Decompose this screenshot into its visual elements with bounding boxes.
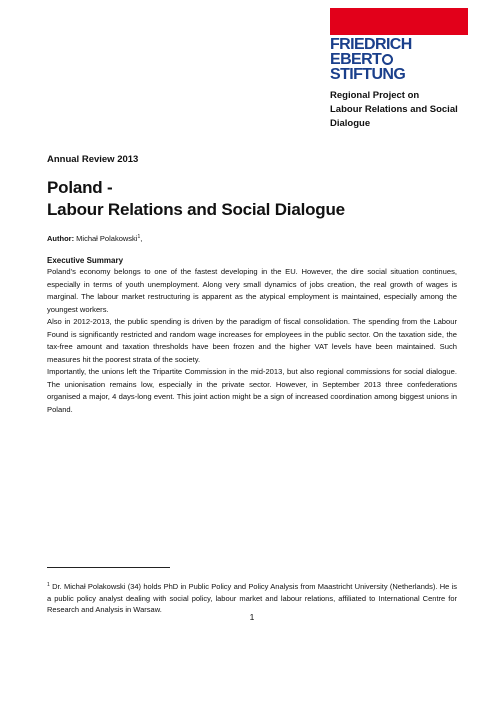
project-title — [330, 89, 495, 131]
executive-summary-body — [47, 266, 457, 416]
logo-line-2 — [330, 52, 470, 67]
footnote-text: Dr. Michał Polakowski (34) holds PhD in Public Policy and Policy Analysis from Maastricht University (Netherlands). He is a public policy analyst dealing with social policy, labour market and labour relations, affiliated to International Centre for Research and Analysis in Warsaw. — [47, 582, 457, 614]
executive-summary-heading: Executive Summary — [47, 256, 124, 265]
page-number: 1 — [249, 612, 255, 622]
author-footnote-mark: 1 — [137, 234, 141, 240]
logo-line-1: FRIEDRICH — [330, 36, 412, 53]
title-line-1: Poland - — [47, 178, 113, 197]
fes-logo-red-bar — [330, 8, 468, 35]
project-line-2: Labour Relations and Social — [330, 104, 458, 115]
document-title — [47, 177, 467, 221]
author-suffix: , — [140, 234, 143, 243]
author-label: Author: — [47, 234, 75, 243]
annual-review-label: Annual Review 2013 — [47, 154, 139, 165]
summary-paragraph-3: Importantly, the unions left the Tripartite Commission in the mid-2013, but also regional commissions for social dialogue. The unionisation remains low, especially in the private sector. However, in September 2013 three confederations organised a major, 4 days-long event. This joint action might be a sign of increased coordination among biggest unions in Poland. — [47, 367, 457, 414]
fes-logo — [330, 37, 470, 82]
footnote-mark: 1 — [47, 582, 50, 588]
summary-paragraph-1: Poland's economy belongs to one of the fastest developing in the EU. However, the dire social situation continues, especially in terms of youth unemployment. Along very small dynamics of jobs creation, the real growth of wages is marginal. The labour market restructuring is apparent as the atypical employment is maintained, especially among the youngest workers. — [47, 267, 457, 314]
author-name: Michał Polakowski — [76, 234, 138, 243]
logo-line-3: STIFTUNG — [330, 66, 406, 83]
logo-circle-icon — [382, 54, 393, 65]
summary-paragraph-2: Also in 2012-2013, the public spending is driven by the paradigm of fiscal consolidation. The spending from the Labour Found is significantly restricted and random wage increases for employees in the public sector. On the taxation side, the tax-free amount and taxation thresholds have been frozen and the higher VAT levels have been maintained. Such measures hit the poorest strata of the society. — [47, 317, 457, 364]
project-line-3: Dialogue — [330, 118, 371, 129]
footnote-divider — [47, 567, 170, 568]
title-line-2: Labour Relations and Social Dialogue — [47, 200, 345, 219]
author-line — [47, 234, 142, 243]
logo-line-2-text: EBERT — [330, 51, 382, 68]
footnote — [47, 580, 457, 616]
project-line-1: Regional Project on — [330, 90, 420, 101]
